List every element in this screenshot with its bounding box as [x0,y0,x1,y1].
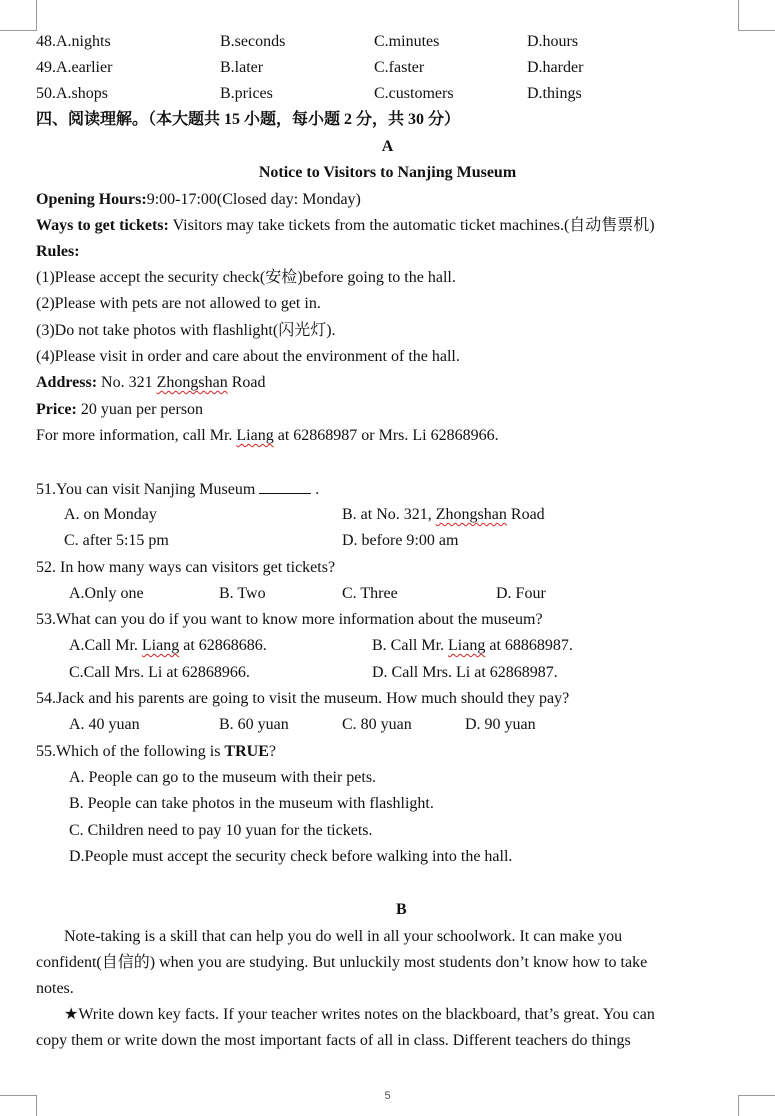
question-number: 49.A.earlier [36,59,113,76]
passage-a-letter: A [381,138,394,155]
option-d: D.hours [527,33,579,50]
option-a: A.Only one [69,585,144,602]
question-55-stem: 55.Which of the following is TRUE? [36,743,276,760]
question-54-stem: 54.Jack and his parents are going to visit the museum. How much should they pay? [36,690,570,707]
rules-label: Rules: [36,243,80,260]
question-53-stem: 53.What can you do if you want to know more information about the museum? [36,611,543,628]
option-a: A. 40 yuan [69,716,140,733]
rule-item: (1)Please accept the security check(安检)before going to the hall. [36,269,456,286]
rule-item: (4)Please visit in order and care about the environment of the hall. [36,348,460,365]
option-c: C. Three [342,585,398,602]
option-a: A.Call Mr. Liang at 62868686. [69,637,267,654]
passage-b-line: confident(自信的) when you are studying. But unluckily most students don’t know how to take [36,954,648,971]
opening-hours: Opening Hours:9:00-17:00(Closed day: Monday) [36,191,361,208]
passage-b-line: copy them or write down the most important facts of all in class. Different teachers do things [36,1032,631,1049]
option-b: B. People can take photos in the museum with flashlight. [69,795,434,812]
option-b: B. at No. 321, Zhongshan Road [342,506,545,523]
option-c: C. after 5:15 pm [64,532,169,549]
option-d: D.harder [527,59,584,76]
option-d: D. Call Mrs. Li at 62868987. [372,664,558,681]
answer-blank [259,479,311,494]
option-c: C.customers [374,85,454,102]
option-d: D. Four [496,585,546,602]
question-51-stem: 51.You can visit Nanjing Museum . [36,481,320,498]
option-b: B.seconds [220,33,286,50]
option-a: A. on Monday [64,506,157,523]
option-d: D.People must accept the security check before walking into the hall. [69,848,513,865]
option-c: C. Children need to pay 10 yuan for the tickets. [69,822,373,839]
option-b: B. 60 yuan [219,716,289,733]
passage-b-letter: B [396,901,407,918]
ways-to-get-tickets: Ways to get tickets: Visitors may take tickets from the automatic ticket machines.(自动售票机) [36,217,655,234]
option-a: A. People can go to the museum with their pets. [69,769,377,786]
question-number: 50.A.shops [36,85,109,102]
passage-b-line: notes. [36,980,74,997]
rule-item: (2)Please with pets are not allowed to get in. [36,295,321,312]
option-b: B.later [220,59,264,76]
rule-item: (3)Do not take photos with flashlight(闪光灯). [36,322,336,339]
page-number: 5 [384,1090,391,1102]
passage-a-title: Notice to Visitors to Nanjing Museum [258,164,517,181]
option-c: C. 80 yuan [342,716,412,733]
passage-b-line: ★Write down key facts. If your teacher writes notes on the blackboard, that’s great. You can [64,1006,655,1023]
more-information: For more information, call Mr. Liang at 62868987 or Mrs. Li 62868966. [36,427,499,444]
question-52-stem: 52. In how many ways can visitors get tickets? [36,559,336,576]
question-number: 48.A.nights [36,33,111,50]
option-d: D.things [527,85,582,102]
option-b: B. Call Mr. Liang at 68868987. [372,637,573,654]
option-b: B.prices [220,85,273,102]
passage-b-line: Note-taking is a skill that can help you do well in all your schoolwork. It can make you [64,928,623,945]
crop-mark-top-left [0,0,37,31]
option-d: D. before 9:00 am [342,532,459,549]
option-c: C.Call Mrs. Li at 62868966. [69,664,250,681]
option-b: B. Two [219,585,266,602]
address: Address: No. 321 Zhongshan Road [36,374,266,391]
option-c: C.minutes [374,33,440,50]
section-heading: 四、阅读理解。（本大题共 15 小题，每小题 2 分，共 30 分） [36,111,461,128]
price: Price: 20 yuan per person [36,401,204,418]
option-c: C.faster [374,59,425,76]
crop-mark-top-right [738,0,775,31]
option-d: D. 90 yuan [465,716,536,733]
